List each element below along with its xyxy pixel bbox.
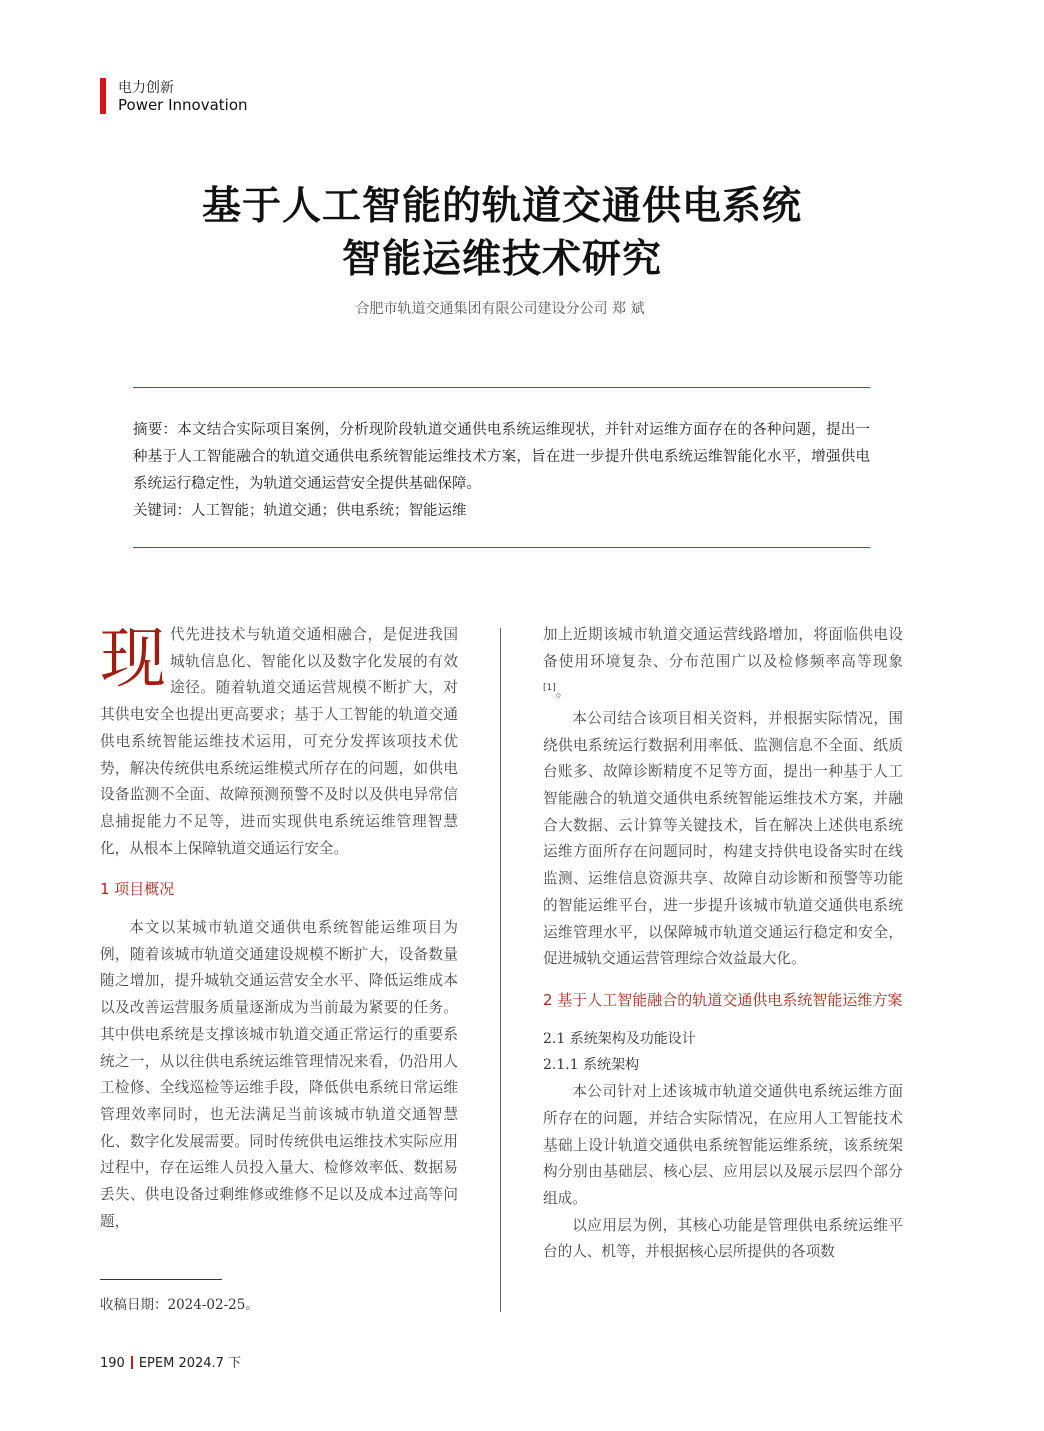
footnote-rule (100, 1279, 222, 1280)
author-affiliation: 合肥市轨道交通集团有限公司建设分公司 郑 斌 (355, 301, 645, 317)
journal-issue: EPEM 2024.7 下 (138, 1356, 242, 1371)
body-paragraph: 以应用层为例，其核心功能是管理供电系统运维平台的人、机等，并根据核心层所提供的各项数 (543, 1216, 903, 1261)
reference-mark[interactable]: [1] (543, 683, 556, 694)
section-brand-cn: 电力创新 (118, 80, 174, 96)
page-footer (100, 1352, 241, 1371)
section-brand-en: Power Innovation (118, 96, 248, 114)
intro-paragraph: 代先进技术与轨道交通相融合，是促进我国城轨信息化、智能化以及数字化发展的有效途径。随着轨道交通运营规模不断扩大，对其供电安全也提出更高要求；基于人工智能的轨道交通供电系统智能运维技术运用，可充分发挥该项技术优势，解决传统供电系统运维模式所存在的问题，如供电设备监测不全面、故障预测预警不及时以及供电异常信息捕捉能力不足等，进而实现供电系统运维管理智慧化，从根本上保障轨道交通运行安全。 (100, 626, 458, 857)
left-column (100, 622, 458, 1235)
footer-separator (131, 1356, 133, 1369)
body-paragraph: 加上近期该城市轨道交通运营线路增加，将面临供电设备使用环境复杂、分布范围广以及检修频率高等现象 (543, 626, 903, 670)
body-paragraph: 本文以某城市轨道交通供电系统智能运维项目为例，随着该城市轨道交通建设规模不断扩大，设备数量随之增加，提升城轨交通运营安全水平、降低运维成本以及改善运营服务质量逐渐成为当前最为紧要的任务。其中供电系统是支撑该城市轨道交通正常运行的重要系统之一，从以往供电系统运维管理情况来看，仍沿用人工检修、全线巡检等运维手段，降低供电系统日常运维管理效率同时，也无法满足当前该城市轨道交通智慧化、数字化发展需要。同时传统供电运维技术实际应用过程中，存在运维人员投入量大、检修效率低、数据易丢失、供电设备过剩维修或维修不足以及成本过高等问题， (100, 919, 458, 1230)
column-divider (500, 628, 501, 1312)
body-paragraph: 本公司针对上述该城市轨道交通供电系统运维方面所存在的问题，并结合实际情况，在应用人工智能技术基础上设计轨道交通供电系统智能运维系统，该系统架构分别由基础层、核心层、应用层以及展示层四个部分组成。 (543, 1083, 903, 1207)
page-number: 190 (100, 1356, 125, 1371)
drop-cap: 现 (100, 620, 166, 697)
body-paragraph: 本公司结合该项目相关资料，并根据实际情况，围绕供电系统运行数据利用率低、监测信息不全面、纸质台账多、故障诊断精度不足等方面，提出一种基于人工智能融合的轨道交通供电系统智能运维技术方案，并融合大数据、云计算等关键技术，旨在解决上述供电系统运维方面所存在问题同时，构建支持供电设备实时在线监测、运维信息资源共享、故障自动诊断和预警等功能的智能运维平台，进一步提升该城市轨道交通供电系统运维管理水平，以保障城市轨道交通运行稳定和安全，促进城轨交通运营管理综合效益最大化。 (543, 709, 903, 968)
article-title-line1: 基于人工智能的轨道交通供电系统 (201, 184, 802, 229)
punctuation: 。 (555, 683, 571, 701)
section-heading-1: 1 项目概况 (100, 880, 175, 899)
article-title-line2: 智能运维技术研究 (341, 237, 662, 282)
subsection-heading-2-1: 2.1 系统架构及功能设计 (543, 1030, 696, 1047)
right-column (543, 622, 903, 1266)
abstract-text: 摘要：本文结合实际项目案例，分析现阶段轨道交通供电系统运维现状，并针对运维方面存在的各种问题，提出一种基于人工智能融合的轨道交通供电系统智能运维技术方案，旨在进一步提升供电系统运维智能化水平，增强供电系统运行稳定性，为轨道交通运营安全提供基础保障。 (133, 422, 870, 492)
keywords: 关键词：人工智能；轨道交通；供电系统；智能运维 (133, 503, 467, 519)
section-heading-2: 2 基于人工智能融合的轨道交通供电系统智能运维方案 (543, 991, 903, 1009)
abstract-top-rule (133, 387, 870, 388)
received-date-footnote: 收稿日期：2024-02-25。 (100, 1297, 259, 1313)
abstract-block (133, 417, 870, 525)
abstract-bottom-rule (133, 547, 870, 548)
brand-accent-bar (100, 78, 106, 114)
subsection-heading-2-1-1: 2.1.1 系统架构 (543, 1057, 640, 1074)
